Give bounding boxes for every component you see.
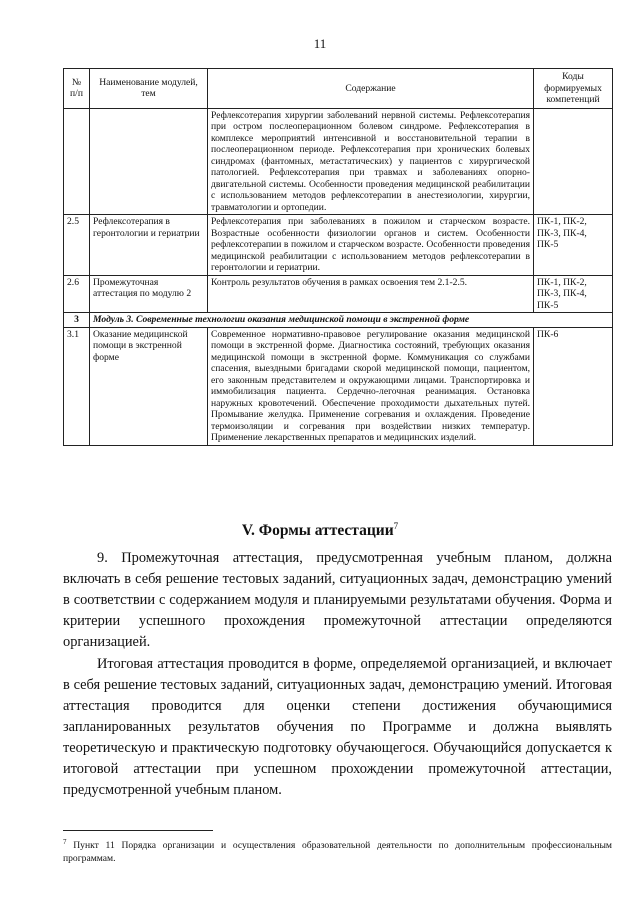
row-codes: ПК-1, ПК-2, ПК-3, ПК-4, ПК-5	[534, 215, 613, 276]
row-num: 2.6	[64, 275, 90, 313]
row-codes: ПК-1, ПК-2, ПК-3, ПК-4, ПК-5	[534, 275, 613, 313]
curriculum-table	[63, 68, 613, 446]
row-name	[90, 108, 208, 215]
section-title	[0, 521, 640, 540]
table-row	[64, 327, 613, 445]
row-name: Оказание медицинской помощи в экстренной форме	[90, 327, 208, 445]
row-codes	[534, 108, 613, 215]
row-num: 3.1	[64, 327, 90, 445]
row-num	[64, 108, 90, 215]
table-row	[64, 275, 613, 313]
table-row	[64, 215, 613, 276]
paragraph-final-attestation: Итоговая аттестация проводится в форме, определяемой организацией, и включает в себя решение тестовых заданий, ситуационных задач, демонстрацию умений. Итоговая аттестация проводится для оценки степени достижения обучающимися запланированных результатов обучения по Программе и должна выявлять теоретическую и практическую подготовку обучающегося. Обучающийся допускается к итоговой аттестации при успешном прохождении промежуточной аттестации, предусмотренной учебным планом.	[63, 656, 612, 798]
module-num: 3	[64, 313, 90, 328]
header-content: Содержание	[208, 69, 534, 109]
page-number: 11	[313, 36, 327, 51]
row-content: Контроль результатов обучения в рамках освоения тем 2.1-2.5.	[208, 275, 534, 313]
row-name: Рефлексотерапия в геронтологии и гериатрии	[90, 215, 208, 276]
row-content: Рефлексотерапия хирургии заболеваний нервной системы. Рефлексотерапия при остром послеоперационном болевом синдроме. Рефлексотерапия в комплексе мероприятий интенсивной и восстановительной терапии в послеоперационном периоде. Рефлексотерапия при хронических болевых синдромах (фантомных, метастатических) у пациентов с хирургической патологией. Рефлексотерапия при травмах и заболеваниях опорно-двигательной системы. Особенности проведения медицинской реабилитации с использованием методов рефлексотерапии в анестезиологии, хирургии, травматологии и ортопедии.	[208, 108, 534, 215]
paragraph-intermediate-attestation: 9. Промежуточная аттестация, предусмотренная учебным планом, должна включать в себя решение тестовых заданий, ситуационных задач, демонстрацию умений в соответствии с содержанием модуля и планируемыми результатами обучения. Форма и критерии успешного прохождения промежуточной аттестации определяются организацией.	[63, 550, 612, 650]
module-row	[64, 313, 613, 328]
row-name: Промежуточная аттестация по модулю 2	[90, 275, 208, 313]
header-codes: Коды формируемых компетенций	[534, 69, 613, 109]
header-num: № п/п	[64, 69, 90, 109]
footnote-divider	[63, 830, 213, 831]
section-footnote-mark: 7	[393, 521, 399, 531]
section-title-text: V. Формы аттестации	[241, 522, 394, 540]
footnote-mark: 7	[63, 838, 67, 846]
row-content: Современное нормативно-правовое регулирование оказания медицинской помощи в экстренной форме. Диагностика состояний, требующих оказания медицинской помощи в экстренной форме. Коммуникация со службами спасения, выездными бригадами скорой медицинской помощи, пациентом, его законным представителем и окружающими лицами. Транспортировка и иммобилизация пациента. Сердечно-легочная реанимация. Остановка наружных кровотечений. Обеспечение проходимости дыхательных путей. Промывание желудка. Применение согревания и охлаждения. Проведение термоизоляции и согревания при воздействии низких температур. Применение лекарственных препаратов и медицинских изделий.	[208, 327, 534, 445]
header-name: Наименование модулей, тем	[90, 69, 208, 109]
row-num: 2.5	[64, 215, 90, 276]
table-row	[64, 108, 613, 215]
module-title: Модуль 3. Современные технологии оказания медицинской помощи в экстренной форме	[90, 313, 613, 328]
row-content: Рефлексотерапия при заболеваниях в пожилом и старческом возрасте. Возрастные особенности физиологии органов и систем. Особенности рефлексотерапии в пожилом и старческом возрасте. Особенности проведения медицинской реабилитации с использованием методов рефлексотерапии в геронтологии и гериатрии.	[208, 215, 534, 276]
footnote-text: Пункт 11 Порядка организации и осуществления образовательной деятельности по дополнительным профессиональным программам.	[63, 840, 612, 865]
footnote	[63, 836, 612, 865]
table-header-row	[64, 69, 613, 109]
row-codes: ПК-6	[534, 327, 613, 445]
